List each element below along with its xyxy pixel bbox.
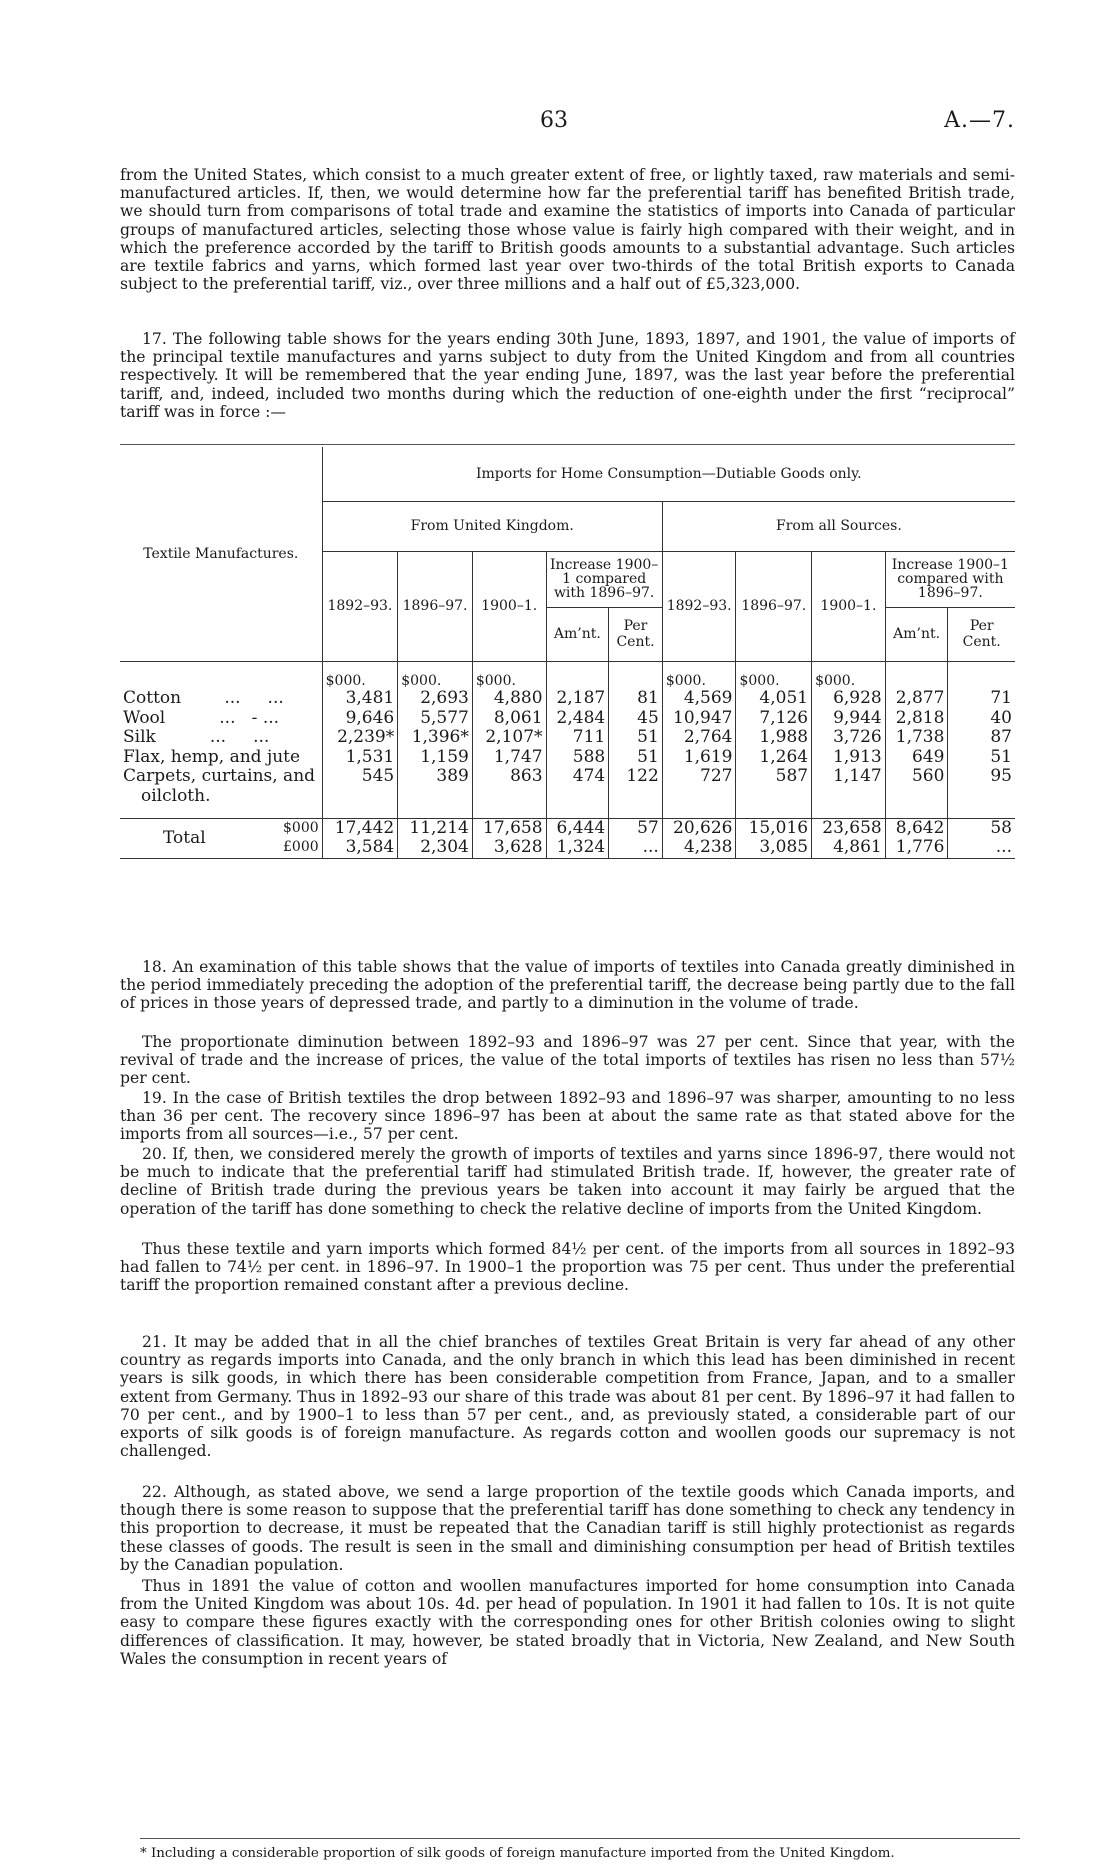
table-cell: 2,877: [885, 689, 948, 709]
table-cell: 389: [398, 767, 473, 806]
paragraph-21: 21. It may be added that in all the chief branches of textiles Great Britain is very far ahead of any other country as regards imports into Canada, and the only branch in which this lead has been diminished in recent years is silk goods, in which there has been considerable competition from France, Japan, and to a smaller extent from Germany. Thus in 1892–93 our share of this trade was about 81 per cent. By 1896–97 it had fallen to 70 per cent., and by 1900–1 to less than 57 per cent., and, as previously stated, a considerable part of our exports of silk goods is of foreign manufacture. As regards cotton and woollen goods our supremacy is not challenged.: [120, 1333, 1015, 1461]
total-row-dollar: [120, 818, 1015, 838]
table-cell: 1,619: [662, 748, 736, 768]
col-uk-1896: 1896–97.: [398, 551, 473, 661]
table-cell: 11,214: [398, 818, 473, 838]
footnote-rule: [140, 1838, 1020, 1839]
table-row: [120, 728, 1015, 748]
col-uk-amount: Am’nt.: [546, 607, 609, 661]
table-cell: 4,051: [736, 689, 812, 709]
table-row: [120, 767, 1015, 806]
row-label: [120, 767, 322, 806]
row-label: [120, 689, 322, 709]
table-cell: 4,880: [472, 689, 546, 709]
table-cell: 9,944: [812, 709, 886, 729]
table-row: [120, 748, 1015, 768]
paragraph-18b: The proportionate diminution between 1892–93 and 1896–97 was 27 per cent. Since that year, with the revival of trade and the increase of prices, the value of the total imports of textiles has risen no less than 57½ per cent.: [120, 1033, 1015, 1088]
page-header: [120, 108, 1015, 138]
unit-label: $000.: [736, 661, 812, 689]
table-cell: 40: [948, 709, 1015, 729]
page-number: 63: [540, 108, 568, 133]
table-cell: 17,658: [472, 818, 546, 838]
table-top-rule: [120, 444, 1015, 445]
table-cell: 4,569: [662, 689, 736, 709]
table-cell: 1,264: [736, 748, 812, 768]
table-cell: 1,531: [322, 748, 398, 768]
row-label: [120, 728, 322, 748]
paragraph-17: 17. The following table shows for the years ending 30th June, 1893, 1897, and 1901, the value of imports of the principal textile manufactures and yarns subject to duty from the United Kingdom and from all countries respectively. It will be remembered that the year ending June, 1897, was the last year before the preferential tariff, and, indeed, included two months during which the reduction of one-eighth under the first “reciprocal” tariff was in force :—: [120, 330, 1015, 421]
table-cell: 17,442: [322, 818, 398, 838]
table-cell: 122: [609, 767, 663, 806]
paragraph-intro: from the United States, which consist to a much greater extent of free, or lightly taxed, raw materials and semi-manufactured articles. If, then, we would determine how far the preferential tariff has benefited British trade, we should turn from comparisons of total trade and examine the statistics of imports into Canada of particular groups of manufactured articles, selecting those whose value is fairly high compared with their weight, and in which the preference accorded by the tariff to British goods amounts to a substantial advantage. Such articles are textile fabrics and yarns, which formed last year over two-thirds of the total British exports to Canada subject to the preferential tariff, viz., over three millions and a half out of £5,323,000.: [120, 166, 1015, 294]
table-cell: 1,324: [546, 838, 609, 858]
table-cell: 2,764: [662, 728, 736, 748]
document-code: A.—7.: [944, 108, 1015, 133]
table-cell: 2,187: [546, 689, 609, 709]
table-cell: 2,818: [885, 709, 948, 729]
table-cell: 71: [948, 689, 1015, 709]
col-all-1892: 1892–93.: [662, 551, 736, 661]
table-cell: 6,928: [812, 689, 886, 709]
col-uk-percent: Per Cent.: [609, 607, 663, 661]
table-cell: 8,642: [885, 818, 948, 838]
paragraph-22: 22. Although, as stated above, we send a large proportion of the textile goods which Canada imports, and though there is some reason to suppose that the preferential tariff has done something to check any tendency in this proportion to decrease, it must be repeated that the Canadian tariff is still highly protectionist as regards these classes of goods. The result is seen in the small and diminishing consumption per head of British textiles by the Canadian population.: [120, 1483, 1015, 1574]
row-label-text: Carpets, curtains, and: [123, 766, 316, 786]
col-all-increase: Increase 1900–1 compared with 1896–97.: [885, 551, 1015, 607]
table-cell: 51: [609, 748, 663, 768]
table-cell: 6,444: [546, 818, 609, 838]
table-cell: 474: [546, 767, 609, 806]
unit-label: $000.: [812, 661, 886, 689]
table-cell: 711: [546, 728, 609, 748]
table-cell: 587: [736, 767, 812, 806]
paragraph-20: 20. If, then, we considered merely the growth of imports of textiles and yarns since 1896-97, there would not be much to indicate that the preferential tariff had stimulated British trade. If, however, the greater rate of decline of British trade during the previous years be taken into account it may fairly be argued that the operation of the tariff has done something to check the relative decline of imports from the United Kingdom.: [120, 1145, 1015, 1218]
table-cell: 727: [662, 767, 736, 806]
table-cell: 1,396*: [398, 728, 473, 748]
unit-label: $000.: [662, 661, 736, 689]
unit-label: $000.: [398, 661, 473, 689]
col-uk-1892: 1892–93.: [322, 551, 398, 661]
unit-label: $000.: [322, 661, 398, 689]
table-row: [120, 709, 1015, 729]
group-from-all: From all Sources.: [662, 501, 1015, 551]
table-cell: 9,646: [322, 709, 398, 729]
table-cell: 57: [609, 818, 663, 838]
table-cell: 1,747: [472, 748, 546, 768]
row-label-text: oilcloth.: [141, 785, 211, 806]
table-cell: 3,085: [736, 838, 812, 858]
table-cell: 560: [885, 767, 948, 806]
table-cell: 1,913: [812, 748, 886, 768]
table-cell: 3,584: [322, 838, 398, 858]
row-label-text: Silk ... ...: [123, 727, 270, 747]
table-cell: 87: [948, 728, 1015, 748]
table-cell: 545: [322, 767, 398, 806]
total-unit-dollar: $000: [283, 820, 319, 836]
table-cell: 45: [609, 709, 663, 729]
col-uk-1900: 1900–1.: [472, 551, 546, 661]
paragraph-22b: Thus in 1891 the value of cotton and woollen manufactures imported for home consumption into Canada from the United Kingdom was about 10s. 4d. per head of population. In 1901 it had fallen to 10s. It is not quite easy to compare these figures exactly with the corresponding ones for other British colonies owing to slight differences of classification. It may, however, be stated broadly that in Victoria, New Zealand, and New South Wales the consumption in recent years of: [120, 1577, 1015, 1668]
table-cell: ...: [948, 838, 1015, 858]
total-label: Total: [163, 827, 206, 848]
row-header-label: Textile Manufactures.: [143, 545, 299, 562]
col-uk-increase: Increase 1900–1 compared with 1896–97.: [546, 551, 662, 607]
row-label: [120, 709, 322, 729]
table-cell: 3,481: [322, 689, 398, 709]
table-cell: 20,626: [662, 818, 736, 838]
table-cell: 2,107*: [472, 728, 546, 748]
table-cell: 1,159: [398, 748, 473, 768]
col-all-1900: 1900–1.: [812, 551, 886, 661]
table-cell: 588: [546, 748, 609, 768]
paragraph-20b: Thus these textile and yarn imports which formed 84½ per cent. of the imports from all sources in 1892–93 had fallen to 74½ per cent. in 1896–97. In 1900–1 the proportion was 75 per cent. Thus under the preferential tariff the proportion remained constant after a previous decline.: [120, 1240, 1015, 1295]
table-title: Imports for Home Consumption—Dutiable Goods only.: [322, 447, 1015, 501]
table-cell: 4,861: [812, 838, 886, 858]
col-all-1896: 1896–97.: [736, 551, 812, 661]
table-cell: 2,304: [398, 838, 473, 858]
row-label-text: Wool ... - ...: [123, 707, 280, 728]
row-label: [120, 748, 322, 768]
table-cell: 7,126: [736, 709, 812, 729]
table-cell: 3,726: [812, 728, 886, 748]
table-cell: 649: [885, 748, 948, 768]
table-cell: 8,061: [472, 709, 546, 729]
table-cell: 5,577: [398, 709, 473, 729]
unit-label: $000.: [472, 661, 546, 689]
table-cell: 15,016: [736, 818, 812, 838]
col-all-percent: Per Cent.: [948, 607, 1015, 661]
group-from-uk: From United Kingdom.: [322, 501, 662, 551]
table-cell: 863: [472, 767, 546, 806]
table-cell: 51: [609, 728, 663, 748]
table-cell: 51: [948, 748, 1015, 768]
table-cell: 3,628: [472, 838, 546, 858]
paragraph-19: 19. In the case of British textiles the drop between 1892–93 and 1896–97 was sharper, amounting to no less than 36 per cent. The recovery since 1896–97 has been at about the same rate as that stated above for the imports from all sources—i.e., 57 per cent.: [120, 1089, 1015, 1144]
table-row: [120, 689, 1015, 709]
table-cell: 10,947: [662, 709, 736, 729]
total-unit-pound: £000: [283, 839, 319, 855]
col-all-amount: Am’nt.: [885, 607, 948, 661]
table-cell: 2,239*: [322, 728, 398, 748]
table-cell: 23,658: [812, 818, 886, 838]
footnote: * Including a considerable proportion of silk goods of foreign manufacture imported from the United Kingdom.: [140, 1846, 895, 1861]
table-cell: ...: [609, 838, 663, 858]
table-cell: 58: [948, 818, 1015, 838]
table-cell: 1,147: [812, 767, 886, 806]
table-cell: 4,238: [662, 838, 736, 858]
table-cell: 81: [609, 689, 663, 709]
paragraph-18: 18. An examination of this table shows that the value of imports of textiles into Canada greatly diminished in the period immediately preceding the adoption of the preferential tariff, the decrease being partly due to the fall of prices in those years of depressed trade, and partly to a diminution in the volume of trade.: [120, 958, 1015, 1013]
row-label-text: Flax, hemp, and jute: [123, 746, 301, 767]
textiles-table: [120, 447, 1015, 859]
textiles-table-wrap: [120, 447, 1015, 944]
table-cell: 1,988: [736, 728, 812, 748]
table-cell: 1,776: [885, 838, 948, 858]
table-cell: 95: [948, 767, 1015, 806]
table-cell: 2,693: [398, 689, 473, 709]
row-label-text: Cotton ... ...: [123, 688, 284, 708]
table-cell: 2,484: [546, 709, 609, 729]
table-cell: 1,738: [885, 728, 948, 748]
